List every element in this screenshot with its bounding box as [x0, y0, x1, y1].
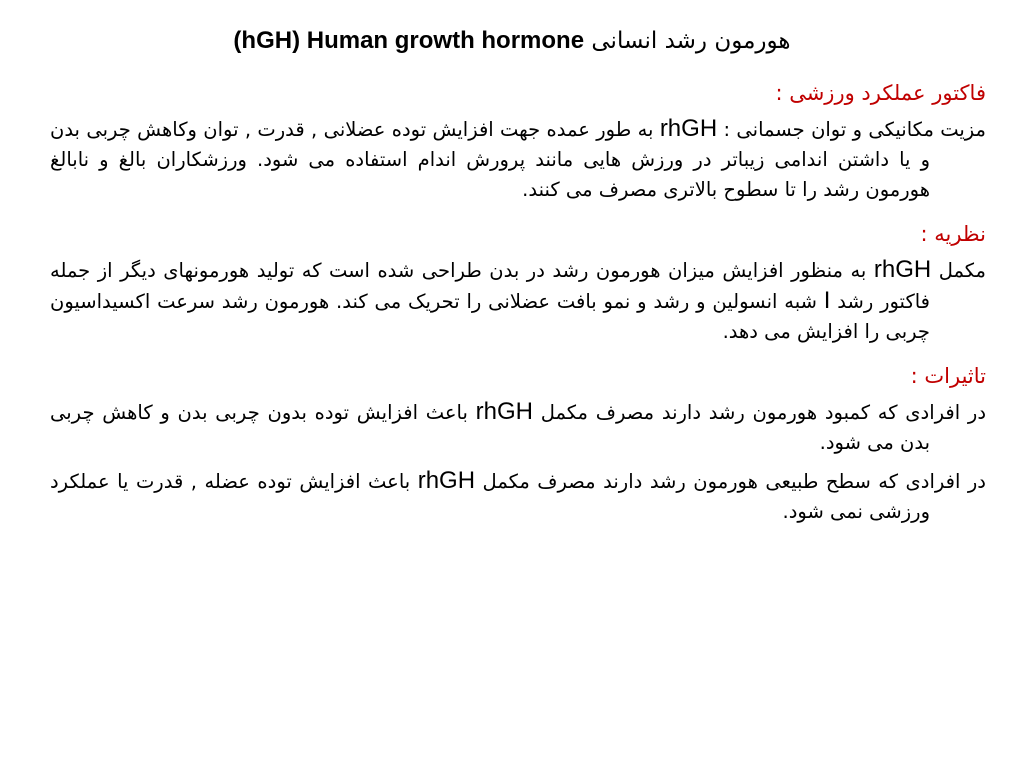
slide-title [60, 24, 964, 58]
body-paragraph [50, 114, 986, 205]
latin-term: I [823, 287, 831, 314]
body-paragraph [50, 466, 986, 527]
section-heading: نظریه : [920, 222, 986, 246]
text-run: در افرادی که سطح طبیعی هورمون رشد دارند مصرف مکمل [475, 470, 986, 493]
latin-term: rhGH [417, 467, 476, 494]
text-run: شبه انسولین و رشد و نمو بافت عضلانی را تحریک می کند. هورمون رشد سرعت اکسیداسیون چربی را افزایش می دهد. [50, 290, 930, 343]
body-paragraph [50, 397, 986, 458]
text-run: به طور عمده جهت افزایش توده عضلانی , قدرت , توان وکاهش چربی بدن و یا داشتن اندامی زیباتر در ورزش هایی مانند پرورش اندام استفاده می شود. ورزشکاران بالغ و نابالغ هورمون رشد را تا سطوح بالاتری مصرف می کنند. [50, 118, 930, 201]
latin-term: rhGH [873, 256, 932, 283]
text-run: مزیت مکانیکی و توان جسمانی : [717, 118, 986, 141]
text-run: به منظور افزایش میزان هورمون رشد در بدن طراحی شده است که تولید هورمونهای دیگر از جمله فاکتور رشد [50, 259, 930, 313]
text-run: باعث افزایش توده بدون چربی بدن و کاهش چربی بدن می شود. [50, 401, 930, 454]
section-heading: تاثیرات : [910, 364, 986, 388]
slide-content [50, 78, 986, 541]
title-english: (hGH) Human growth hormone [233, 27, 585, 54]
section-heading: فاکتور عملکرد ورزشی : [775, 81, 986, 105]
latin-term: rhGH [659, 115, 718, 142]
latin-term: rhGH [475, 398, 533, 425]
body-paragraph [50, 255, 986, 347]
text-run: در افرادی که کمبود هورمون رشد دارند مصرف مکمل [533, 401, 986, 424]
title-persian: هورمون رشد انسانی [591, 28, 791, 54]
text-run: باعث افزایش توده عضله , قدرت یا عملکرد ورزشی نمی شود. [50, 470, 930, 523]
text-run: مکمل [931, 259, 986, 282]
